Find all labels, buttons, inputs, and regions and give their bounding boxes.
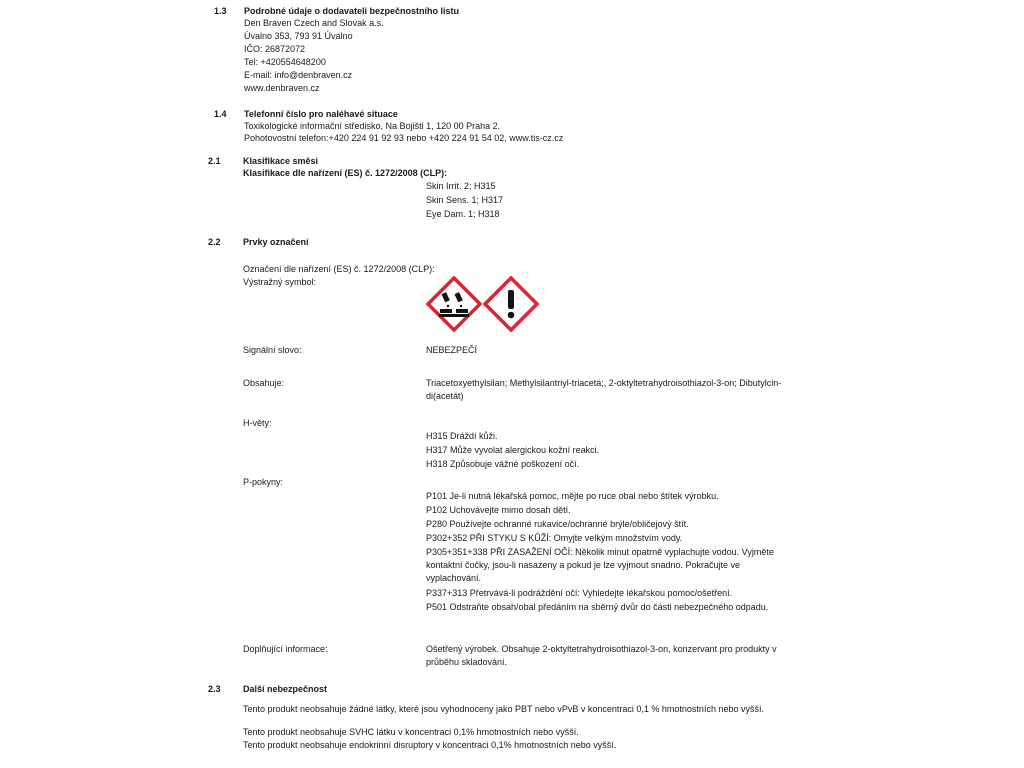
section-title-2-2: Prvky označení: [243, 237, 309, 247]
p-statement: P337+313 Přetrvává-li podráždění očí: Vyhledejte lékařskou pomoc/ošetření.: [426, 588, 733, 598]
symbol-label: Výstražný symbol:: [243, 277, 317, 287]
regulation-label: Označení dle nařízení (ES) č. 1272/2008 (CLP):: [243, 264, 435, 274]
p-statement-p305: kontaktní čočky, jsou-li nasazeny a pokud je lze vyjmout snadno. Pokračujte ve: [426, 560, 740, 570]
h-statements-label: H-věty:: [243, 418, 272, 428]
section-number-2-2: 2.2: [208, 237, 221, 247]
classification-subtitle: Klasifikace dle nařízení (ES) č. 1272/2008 (CLP):: [243, 168, 448, 178]
classification-item: Eye Dam. 1; H318: [426, 209, 500, 219]
supplier-ico: IČO: 26872072: [244, 44, 306, 54]
contains-line: di(acetát): [426, 391, 464, 401]
signal-word-label: Signální slovo:: [243, 345, 302, 355]
emergency-centre: Toxikologické informační středisko, Na Bojišti 1, 120 00 Praha 2.: [244, 121, 501, 131]
h-statement: H315 Dráždí kůži.: [426, 431, 498, 441]
supplier-phone: Tel: +420554648200: [244, 57, 326, 67]
emergency-phone: Pohotovostní telefon:+420 224 91 92 93 nebo +420 224 91 54 02, www.tis-cz.cz: [244, 133, 564, 143]
p-statement-p305: vyplachování.: [426, 573, 482, 583]
section-number-1-4: 1.4: [214, 109, 227, 119]
supplier-address: Úvalno 353, 793 91 Úvalno: [244, 31, 353, 41]
h-statement: H318 Způsobuje vážné poškození očí.: [426, 459, 580, 469]
section-title-1-4: Telefonní číslo pro naléhavé situace: [244, 109, 398, 119]
hazard-note: Tento produkt neobsahuje SVHC látku v koncentraci 0,1% hmotnostních nebo vyšší.: [243, 727, 579, 737]
contains-line: Triacetoxyethylsilan; Methylsilantriyl-triacetá;, 2-oktyltetrahydroisothiazol-3-on; Dibutylcin-: [426, 378, 782, 388]
h-statement: H317 Může vyvolat alergickou kožní reakci.: [426, 445, 600, 455]
extra-info-line: Ošetřený výrobek. Obsahuje 2-oktyltetrahydroisothiazol-3-on, konzervant pro produkty v: [426, 644, 777, 654]
hazard-note: Tento produkt neobsahuje endokrinní disruptory v koncentraci 0,1% hmotnostních nebo vyšší.: [243, 740, 617, 750]
section-number-2-1: 2.1: [208, 156, 221, 166]
supplier-email: E-mail: info@denbraven.cz: [244, 70, 353, 80]
p-statement-p305: P305+351+338 PŘI ZASAŽENÍ OČÍ: Několik minut opatrně vyplachujte vodou. Vyjměte: [426, 547, 774, 557]
section-number-1-3: 1.3: [214, 6, 227, 16]
p-statement: P102 Uchovávejte mimo dosah dětí.: [426, 505, 571, 515]
supplier-web: www.denbraven.cz: [244, 83, 320, 93]
p-statement: P280 Používejte ochranné rukavice/ochranné brýle/obličejový štít.: [426, 519, 689, 529]
contains-label: Obsahuje:: [243, 378, 285, 388]
supplier-name: Den Braven Czech and Slovak a.s.: [244, 18, 384, 28]
p-statement: P302+352 PŘI STYKU S KŮŽÍ: Omyjte velkým množstvím vody.: [426, 533, 683, 543]
section-number-2-3: 2.3: [208, 684, 221, 694]
section-title-1-3: Podrobné údaje o dodavateli bezpečnostního listu: [244, 6, 460, 16]
corrosion-pictogram-icon: [426, 276, 482, 332]
section-title-2-1: Klasifikace směsi: [243, 156, 319, 166]
p-statement: P101 Je-li nutná lékařská pomoc, mějte po ruce obal nebo štítek výrobku.: [426, 491, 719, 501]
section-title-2-3: Další nebezpečnost: [243, 684, 328, 694]
hazard-note: Tento produkt neobsahuje žádné látky, které jsou vyhodnoceny jako PBT nebo vPvB v koncentraci 0,1 % hmotnostních nebo vyšší.: [243, 704, 764, 714]
extra-info-line: průběhu skladování.: [426, 657, 508, 667]
p-statements-label: P-pokyny:: [243, 477, 284, 487]
classification-item: Skin Sens. 1; H317: [426, 195, 504, 205]
signal-word: NEBEZPEČÍ: [426, 345, 478, 355]
exclamation-pictogram-icon: [483, 276, 539, 332]
extra-info-label: Doplňující informace:: [243, 644, 328, 654]
p-statement: P501 Odstraňte obsah/obal předáním na sběrný dvůr do části nebezpečného odpadu.: [426, 602, 769, 612]
classification-item: Skin Irrit. 2; H315: [426, 181, 496, 191]
